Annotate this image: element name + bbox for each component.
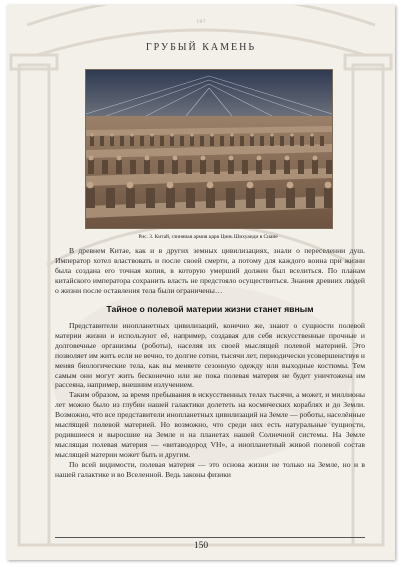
page-number: 150	[193, 541, 209, 551]
running-head: ГРУБЫЙ КАМЕНЬ	[145, 42, 257, 53]
paragraph: По всей видимости, полевая материя — это основа жизни не только на Земле, но и в нашей галактике и во Вселенной. Ведь законы физики	[55, 459, 365, 479]
body-text-bottom	[55, 321, 365, 480]
figure-photo	[85, 69, 333, 229]
terracotta-army-photo	[86, 70, 332, 228]
paragraph: Таким образом, за время пребывания в искусственных телах тысячи, а может, и миллионы лет можно было из глубин нашей галактики долететь на космических кораблях и до Земли. Возможно, что все представители инопланетных цивилизаций на Земле — роботы, населённые мыслящей полевой материей. Но возможно, что среди них есть натуральные сущности, родившиеся и выросшие на Земле и на планетах нашей Солнечной системы. На Земле мыслящая полевая материя — «витаводород VH», а инопланетный живой полевой состав мыслящей материи может быть и другим.	[55, 390, 365, 459]
book-page	[7, 5, 395, 560]
page-mark: 197	[196, 19, 206, 25]
paragraph: Представители инопланетных цивилизаций, конечно же, знают о сущности полевой материи жизни и используют её, например, создавая для себя искусственные прочные и долговечные организмы (роботы), населяя их своей мыслящей полевой материей. Это позволяет им жить если не вечно, то долгие сотни, тысячи лет, периодически усовершенствуя и меняя биологические тела, как вы меняете сезонную одежду или выходные костюмы. Тем самым они могут жить бесконечно или же пока полевая материя не будет уничтожена им рассеяна, например, внешним излучением.	[55, 321, 365, 390]
footer-rule	[55, 537, 365, 538]
section-heading: Тайное о полевой материи жизни станет явным	[106, 304, 314, 314]
body-text-top	[55, 246, 365, 296]
paragraph: В древнем Китае, как и в других земных цивилизациях, знали о переселении душ. Император хотел властвовать и после своей смерти, а потому для каждого воина при жизни была создана его точная копия, в которую умерший должен был вселиться. По планам китайского императора сохранить власть не предстояло осуществиться. Знания древних людей о жизни после оставления тела были ограничены…	[55, 246, 365, 295]
figure-caption: Рис. 3. Китай, глиняная армия царя Цинь Шихуанди в Сиане	[138, 234, 278, 240]
